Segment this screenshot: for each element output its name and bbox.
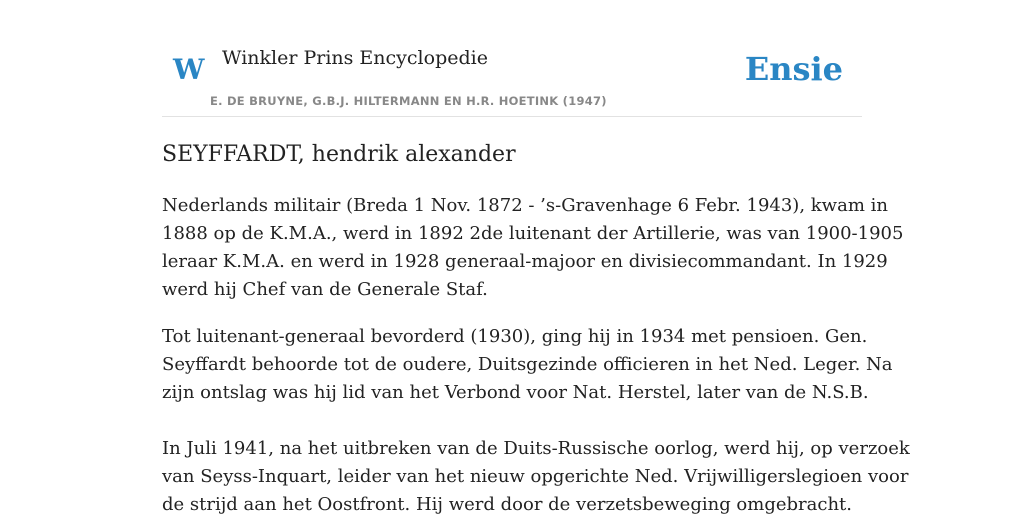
paragraph-line: Seyffardt behoorde tot de oudere, Duitsgezinde officieren in het Ned. Leger. Na bbox=[162, 354, 893, 375]
winkler-prins-logo: W bbox=[173, 53, 205, 86]
entry-title: SEYFFARDT, hendrik alexander bbox=[162, 142, 516, 167]
ensie-logo-link[interactable]: Ensie bbox=[744, 50, 843, 88]
entry-paragraph-1 bbox=[162, 192, 904, 304]
paragraph-line: van Seyss-Inquart, leider van het nieuw opgerichte Ned. Vrijwilligerslegioen voor bbox=[162, 466, 909, 487]
source-title[interactable]: Winkler Prins Encyclopedie bbox=[222, 47, 488, 69]
paragraph-line: werd hij Chef van de Generale Staf. bbox=[162, 279, 488, 300]
entry-paragraph-3 bbox=[162, 435, 910, 519]
paragraph-line: de strijd aan het Oostfront. Hij werd door de verzetsbeweging omgebracht. bbox=[162, 494, 853, 515]
source-authors: E. DE BRUYNE, G.B.J. HILTERMANN EN H.R. HOETINK (1947) bbox=[210, 94, 607, 108]
paragraph-line: In Juli 1941, na het uitbreken van de Duits-Russische oorlog, werd hij, op verzoek bbox=[162, 438, 910, 459]
article-page bbox=[162, 0, 910, 515]
paragraph-line: Tot luitenant-generaal bevorderd (1930), ging hij in 1934 met pensioen. Gen. bbox=[162, 326, 868, 347]
entry-paragraph-2 bbox=[162, 323, 893, 407]
paragraph-line: 1888 op de K.M.A., werd in 1892 2de luitenant der Artillerie, was van 1900-1905 bbox=[162, 223, 904, 244]
source-header bbox=[162, 0, 862, 117]
paragraph-line: zijn ontslag was hij lid van het Verbond voor Nat. Herstel, later van de N.S.B. bbox=[162, 382, 869, 403]
paragraph-line: leraar K.M.A. en werd in 1928 generaal-majoor en divisiecommandant. In 1929 bbox=[162, 251, 888, 272]
paragraph-line: Nederlands militair (Breda 1 Nov. 1872 - ’s-Gravenhage 6 Febr. 1943), kwam in bbox=[162, 195, 888, 216]
